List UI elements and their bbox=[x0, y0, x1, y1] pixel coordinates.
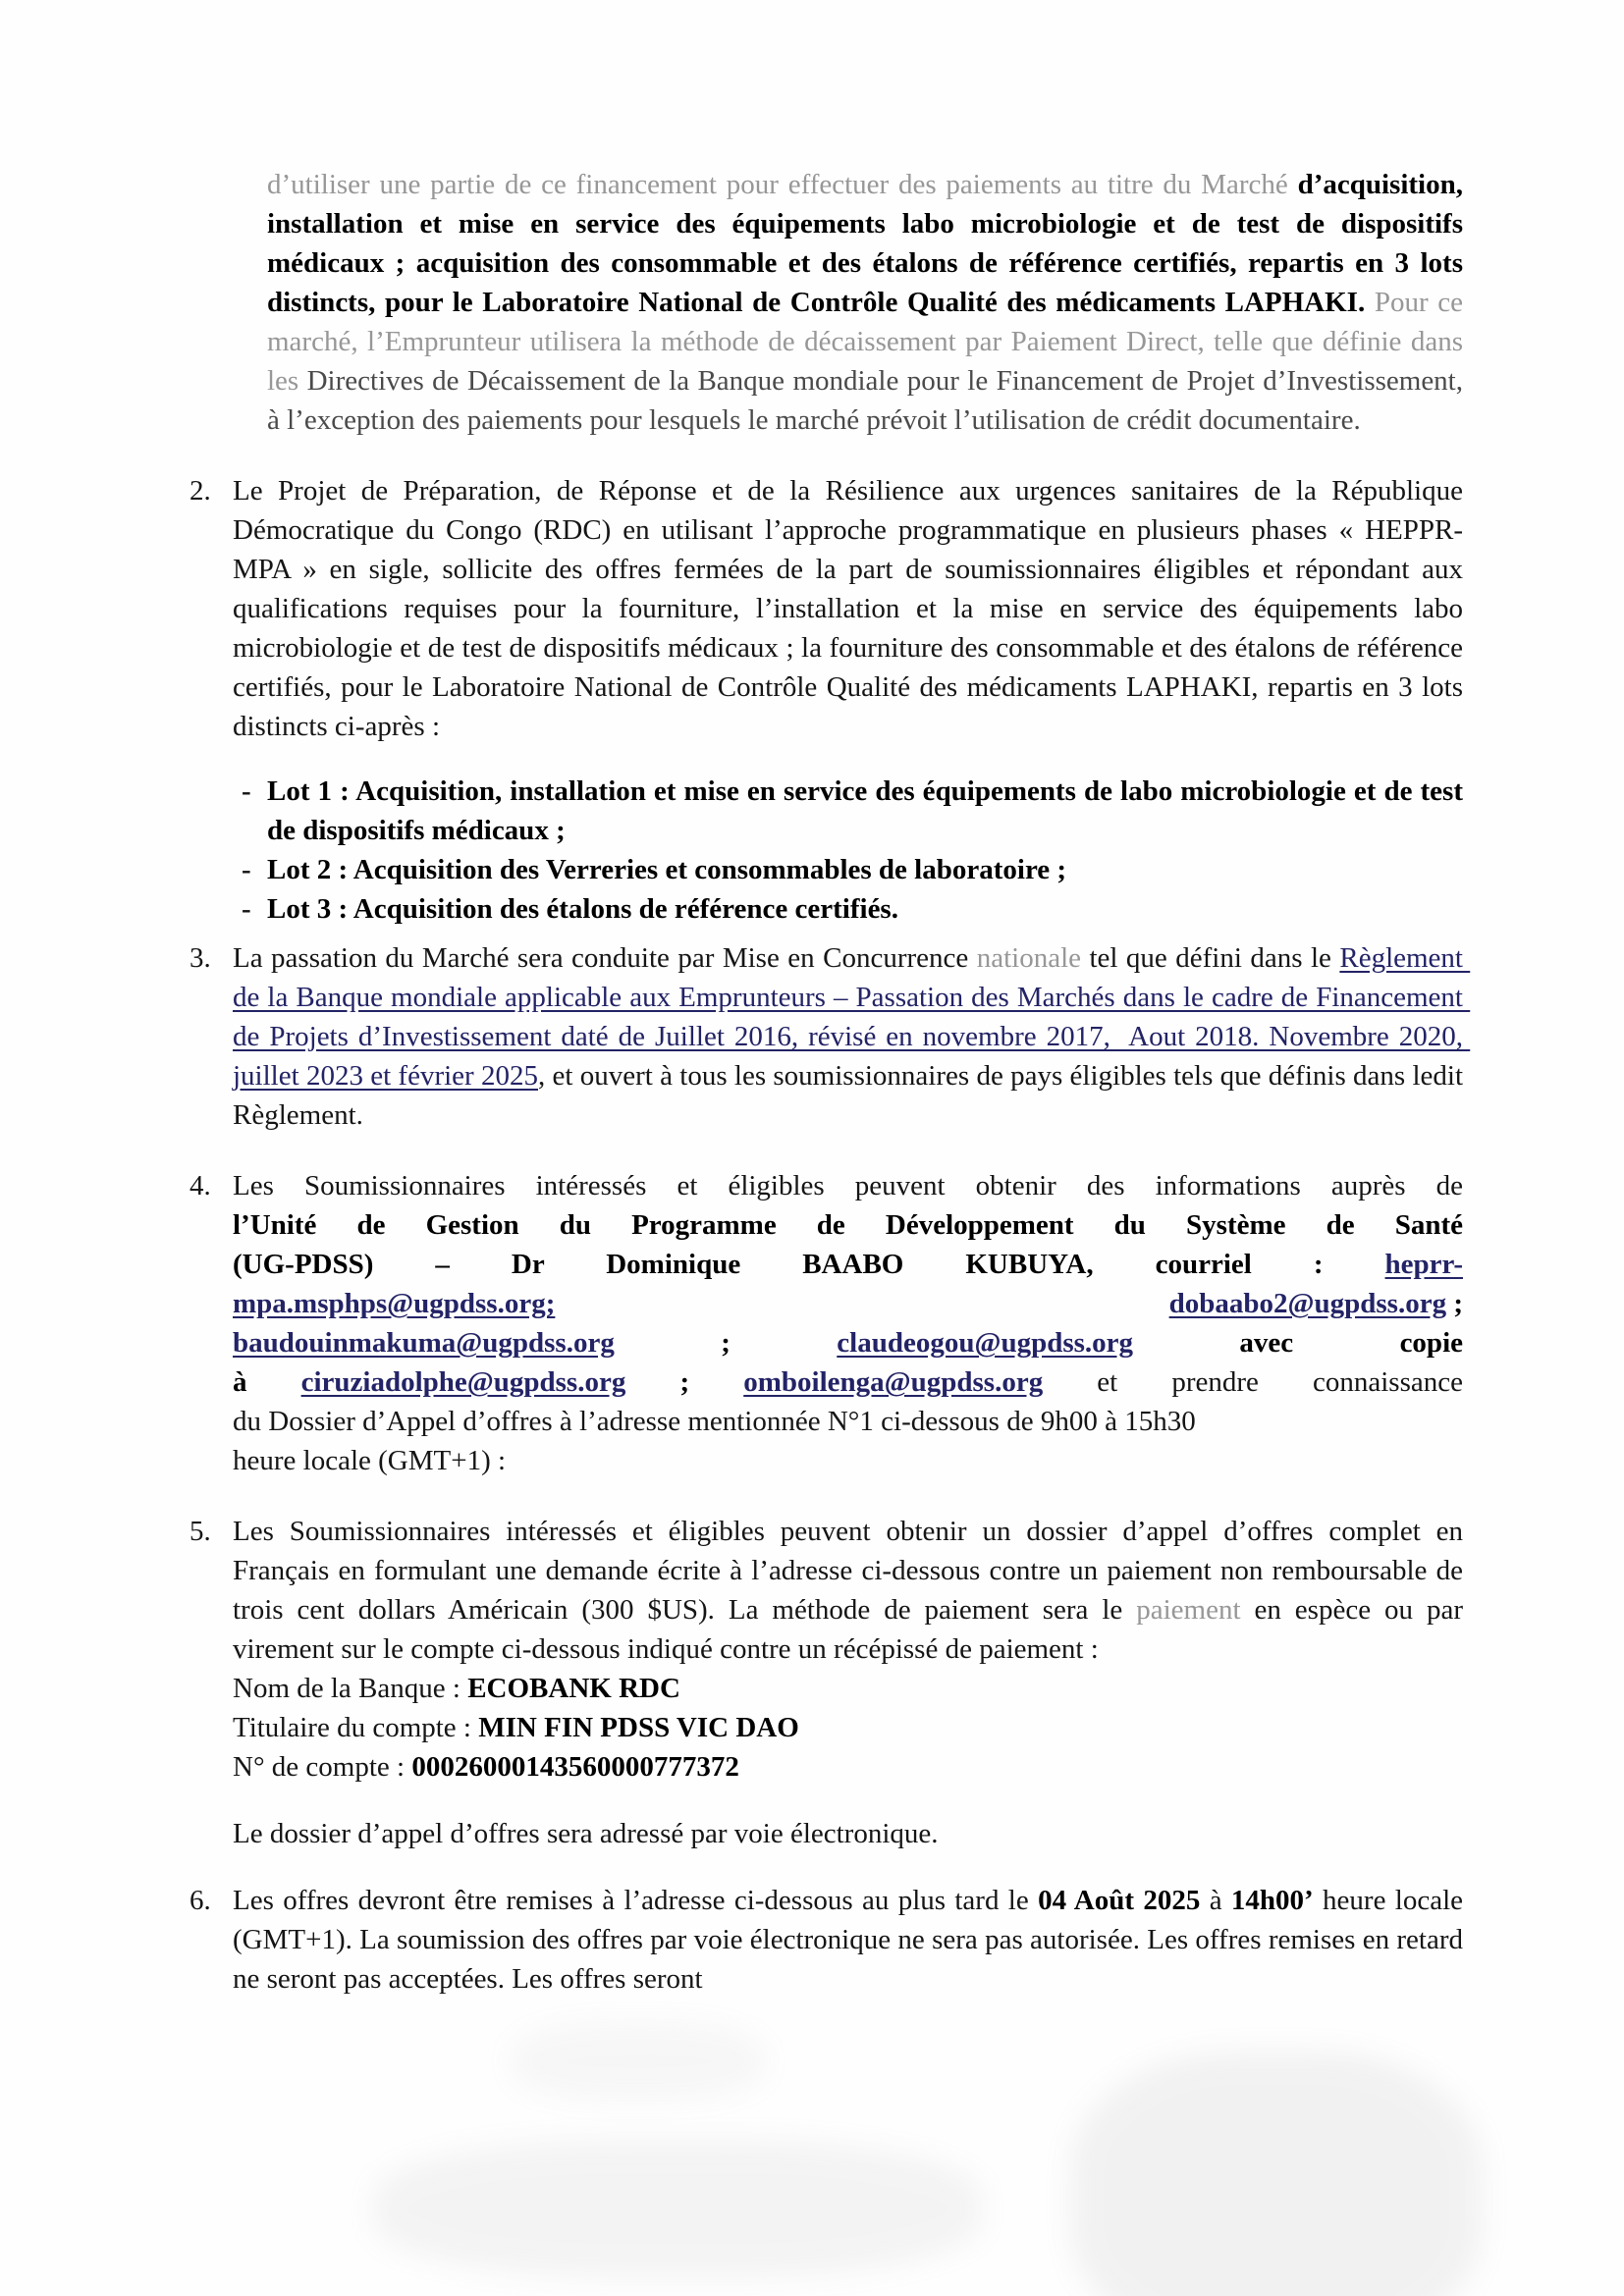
scan-artifact bbox=[1070, 2052, 1483, 2296]
text-segment: La passation du Marché sera conduite par Mise en Concurrence bbox=[233, 942, 977, 974]
account-holder-line bbox=[0, 1708, 1624, 1747]
list-dash: - bbox=[242, 893, 251, 925]
document-body bbox=[0, 165, 1624, 1999]
text-segment: nationale bbox=[976, 942, 1082, 974]
text-segment: , et ouvert à tous les soumissionnaires de pays éligibles tels que définis dans ledit Règlement. bbox=[233, 1060, 1471, 1131]
text-segment: à bbox=[233, 1366, 301, 1398]
text-segment: heure locale (GMT+1). La soumission des offres par voie électronique ne sera pas autorisée. Les offres remises en retard ne seront pas acceptées. Les offres seront bbox=[233, 1885, 1471, 1995]
text-line bbox=[233, 1362, 1463, 1402]
text-segment: Lot 2 : Acquisition des Verreries et consommables de laboratoire ; bbox=[267, 854, 1067, 885]
text-line bbox=[233, 1323, 1463, 1362]
paragraph-3 bbox=[0, 938, 1624, 1135]
paragraph-number: 2. bbox=[189, 475, 211, 507]
text-segment: 14h00’ bbox=[1230, 1885, 1314, 1916]
text-segment: du Dossier d’Appel d’offres à l’adresse mentionnée N°1 ci-dessous de 9h00 à 15h30 bbox=[233, 1406, 1196, 1437]
text-segment: Directives de Décaissement de la Banque mondiale pour le Financement de Projet d’Investissement, à l’exception des paiements pour lesquels le marché prévoit l’utilisation de crédit documentaire. bbox=[267, 365, 1471, 436]
text-segment: Pour ce marché, l’Emprunteur utilisera la méthode de décaissement par Paiement Direct, telle que définie dans les bbox=[267, 287, 1471, 397]
paragraph-number: 6. bbox=[189, 1885, 211, 1916]
link-text: Règlement de la Banque mondiale applicable aux Emprunteurs – Passation des Marchés dans le cadre de Financement de Projets d’Investissement daté de Juillet 2016, révisé en novembre 2017, Aout 2018. Novembre 2020, juillet 2023 et février 2025 bbox=[233, 942, 1471, 1092]
text-segment: Les offres devront être remises à l’adresse ci-dessous au plus tard le bbox=[233, 1885, 1039, 1916]
link-text: heprr- bbox=[1384, 1249, 1463, 1280]
link-text: claudeogou@ugpdss.org bbox=[837, 1327, 1134, 1359]
text-segment: Le Projet de Préparation, de Réponse et de la Résilience aux urgences sanitaires de la République Démocratique du Congo (RDC) en utilisant l’approche programmatique en plusieurs phases « HEPPR-MPA » en sigle, sollicite des offres fermées de la part de soumissionnaires éligibles et répondant aux qualifications requises pour la fourniture, l’installation et la mise en service des équipements labo microbiologie et de test de dispositifs médicaux ; la fourniture des consommable et des étalons de référence certifiés, pour le Laboratoire National de Contrôle Qualité des médicaments LAPHAKI, repartis en 3 lots distincts ci-après : bbox=[233, 475, 1471, 742]
text-segment: Les Soumissionnaires intéressés et éligibles peuvent obtenir un dossier d’appel d’offres complet en Français en formulant une demande écrite à l’adresse ci-dessous contre un paiement non remboursable de trois cent dollars Américain (300 $US). La méthode de paiement sera le bbox=[233, 1516, 1471, 1626]
text-line bbox=[233, 1245, 1463, 1284]
text-segment: ECOBANK RDC bbox=[467, 1673, 680, 1704]
paragraph-2 bbox=[0, 471, 1624, 746]
text-segment: tel que défini dans le bbox=[1081, 942, 1340, 974]
text-segment: l’Unité de Gestion du Programme de Développement du Système de Santé bbox=[233, 1209, 1463, 1241]
paragraph-1-continuation bbox=[0, 165, 1624, 440]
scan-artifact bbox=[511, 2022, 766, 2101]
text-segment: Le dossier d’appel d’offres sera adressé par voie électronique. bbox=[233, 1818, 939, 1849]
link-text: baudouinmakuma@ugpdss.org bbox=[233, 1327, 615, 1359]
list-dash: - bbox=[242, 775, 251, 807]
text-segment: et prendre connaissance bbox=[1043, 1366, 1463, 1398]
paragraph-number: 4. bbox=[189, 1170, 211, 1201]
account-number-line bbox=[0, 1747, 1624, 1787]
text-segment: N° de compte : bbox=[233, 1751, 412, 1783]
text-line bbox=[233, 1402, 1463, 1441]
text-segment: 00026000143560000777372 bbox=[411, 1751, 739, 1783]
lot-list-item-1 bbox=[0, 772, 1624, 850]
paragraph-4 bbox=[0, 1166, 1624, 1480]
text-line bbox=[233, 1205, 1463, 1245]
text-segment: à bbox=[1200, 1885, 1231, 1916]
paragraph-6 bbox=[0, 1881, 1624, 1999]
text-segment: paiement bbox=[1136, 1594, 1241, 1626]
text-segment: ; bbox=[614, 1327, 838, 1359]
text-segment: MIN FIN PDSS VIC DAO bbox=[478, 1712, 799, 1743]
text-segment: Nom de la Banque : bbox=[233, 1673, 468, 1704]
bank-name-line bbox=[0, 1669, 1624, 1708]
link-text: mpa.msphps@ugpdss.org; bbox=[233, 1288, 556, 1319]
text-segment: ; bbox=[1446, 1288, 1463, 1319]
text-line bbox=[233, 1441, 1463, 1480]
paragraph-number: 3. bbox=[189, 942, 211, 974]
text-segment: (UG-PDSS) – Dr Dominique BAABO KUBUYA, courriel : bbox=[233, 1249, 1385, 1280]
link-text: dobaabo2@ugpdss.org bbox=[1168, 1288, 1447, 1319]
paragraph-number: 5. bbox=[189, 1516, 211, 1547]
text-segment: avec copie bbox=[1133, 1327, 1463, 1359]
text-segment: 04 Août 2025 bbox=[1038, 1885, 1201, 1916]
paragraph-5 bbox=[0, 1512, 1624, 1669]
text-segment: d’utiliser une partie de ce financement pour effectuer des paiements au titre du Marché bbox=[267, 169, 1298, 200]
text-segment: Lot 3 : Acquisition des étalons de référence certifiés. bbox=[267, 893, 898, 925]
text-segment: en espèce ou par virement sur le compte ci-dessous indiqué contre un récépissé de paiement : bbox=[233, 1594, 1471, 1665]
link-text: omboilenga@ugpdss.org bbox=[743, 1366, 1044, 1398]
text-line bbox=[233, 1166, 1463, 1205]
link-text: ciruziadolphe@ugpdss.org bbox=[300, 1366, 626, 1398]
lot-list-item-2 bbox=[0, 850, 1624, 889]
electronic-dossier-note bbox=[0, 1814, 1624, 1853]
lot-list-item-3 bbox=[0, 889, 1624, 929]
text-line bbox=[233, 1284, 1463, 1323]
text-segment: d’acquisition, installation et mise en service des équipements labo microbiologie et de test de dispositifs médicaux ; acquisition des consommable et des étalons de référence certifiés, repartis en 3 lots distincts, pour le Laboratoire National de Contrôle Qualité des médicaments LAPHAKI. bbox=[267, 169, 1471, 318]
scan-artifact bbox=[373, 2140, 982, 2277]
text-segment: ; bbox=[625, 1366, 744, 1398]
text-segment: heure locale (GMT+1) : bbox=[233, 1445, 507, 1476]
list-dash: - bbox=[242, 854, 251, 885]
text-segment: Lot 1 : Acquisition, installation et mise en service des équipements de labo microbiologie et de test de dispositifs médicaux ; bbox=[267, 775, 1471, 846]
text-segment: Les Soumissionnaires intéressés et éligibles peuvent obtenir des informations auprès de bbox=[233, 1170, 1463, 1201]
text-segment: Titulaire du compte : bbox=[233, 1712, 479, 1743]
